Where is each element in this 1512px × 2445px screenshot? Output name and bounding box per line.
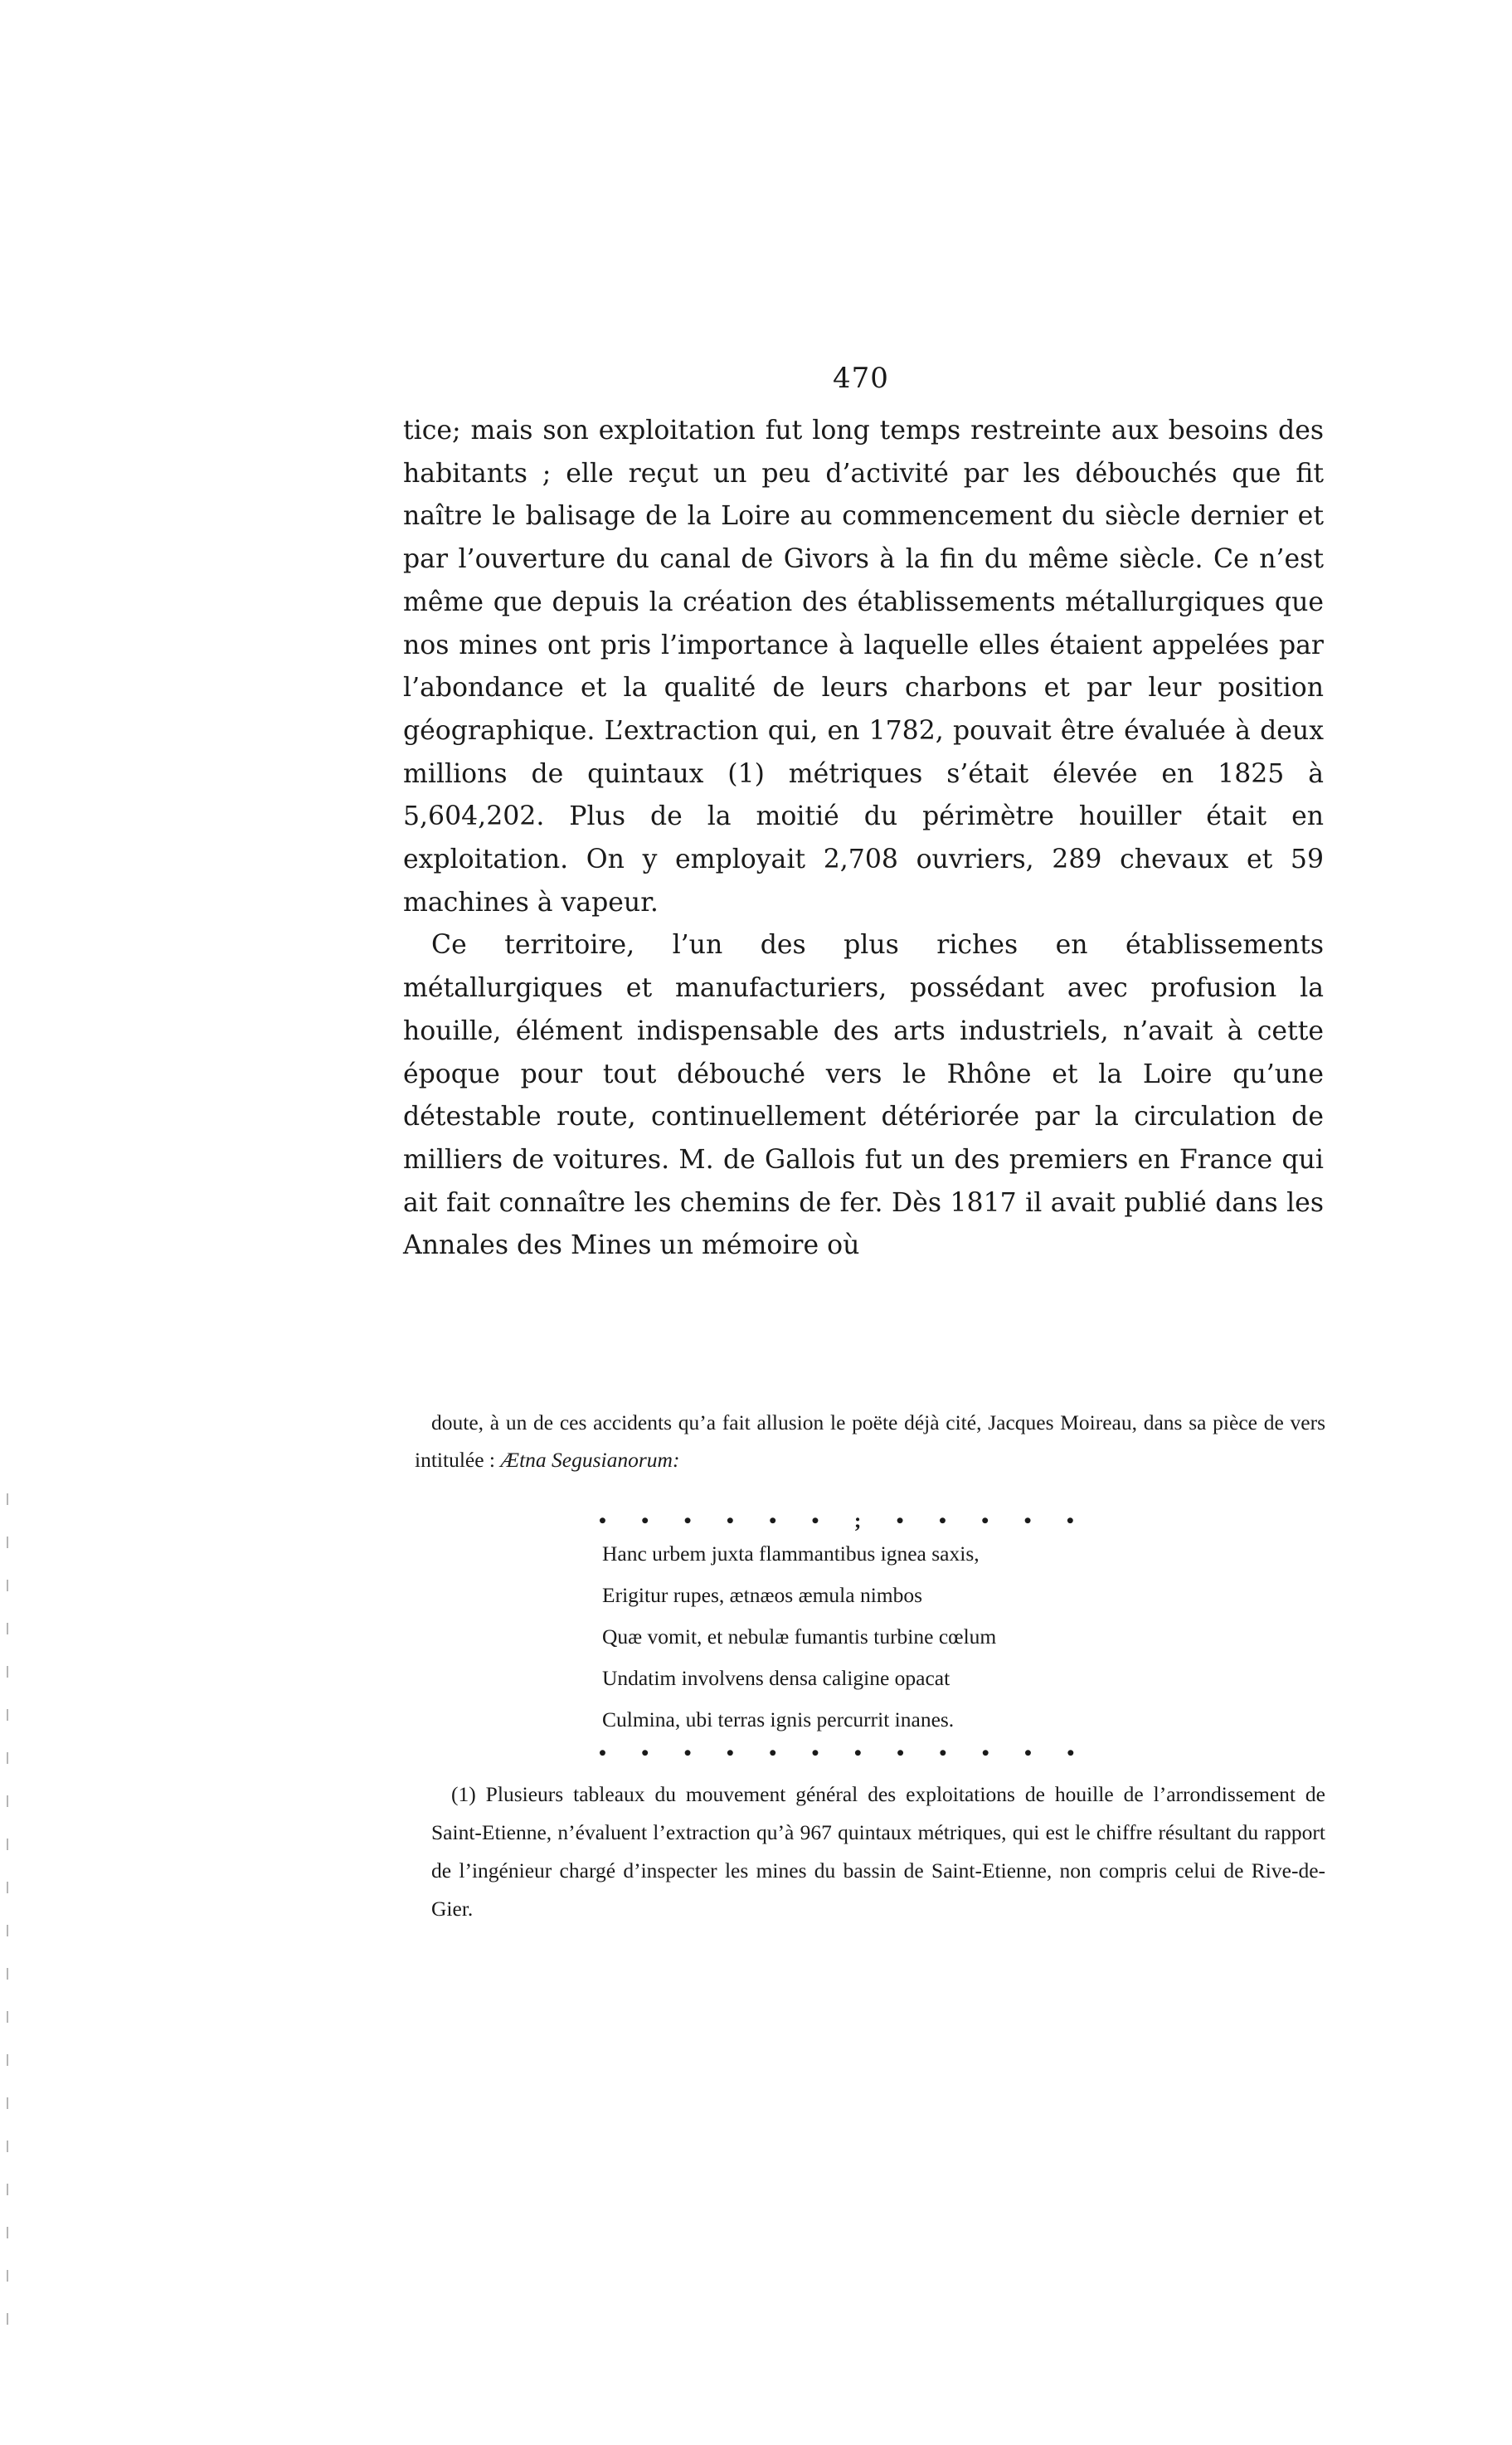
poem-title: Ætna Segusianorum:	[500, 1448, 680, 1472]
margin-mark	[7, 1537, 8, 1548]
margin-mark	[7, 1795, 8, 1807]
margin-mark	[7, 1968, 8, 1980]
margin-mark	[7, 2227, 8, 2238]
page-number: 470	[833, 362, 889, 395]
margin-mark	[7, 1623, 8, 1634]
margin-mark	[7, 1752, 8, 1764]
margin-mark	[7, 2184, 8, 2195]
margin-mark	[7, 1709, 8, 1721]
margin-mark	[7, 1882, 8, 1893]
margin-mark	[7, 1580, 8, 1591]
margin-mark	[7, 2270, 8, 2282]
footnote-continued	[415, 1404, 1325, 1478]
margin-mark	[7, 2141, 8, 2152]
margin-mark	[7, 2054, 8, 2066]
ellipsis-dots-top: • • • • • • ; • • • • •	[599, 1508, 1089, 1532]
scan-edge-noise	[0, 2, 1512, 8]
margin-mark	[7, 1493, 8, 1505]
margin-mark	[7, 1839, 8, 1850]
ellipsis-dots-bottom: • • • • • • • • • • • •	[599, 1741, 1090, 1765]
paragraph-1: tice; mais son exploitation fut long temps restreinte aux besoins des habitants ; elle reçut un peu d’activité par les débouchés que fit naître le balisage de la Loire au commencement du siècle dernier et par l’ouverture du canal de Givors à la fin du même siècle. Ce n’est même que depuis la création des établissements métallurgiques que nos mines ont pris l’importance à laquelle elles étaient appelées par l’abondance et la qualité de leurs charbons et par leur position géographique. L’extraction qui, en 1782, pouvait être évaluée à deux millions de quintaux (1) métriques s’était élevée en 1825 à 5,604,202. Plus de la moitié du périmètre houiller était en exploitation. On y employait 2,708 ouvriers, 289 chevaux et 59 machines à vapeur.	[403, 416, 1324, 918]
main-text	[403, 410, 1324, 1268]
margin-mark	[7, 2097, 8, 2109]
margin-mark	[7, 1925, 8, 1936]
margin-mark	[7, 1666, 8, 1678]
paragraph-2: Ce territoire, l’un des plus riches en établissements métallurgiques et manufacturiers, possédant avec profusion la houille, élément indispensable des arts industriels, n’avait à cette époque pour tout débouché vers le Rhône et la Loire qu’une détestable route, continuellement détériorée par la circulation de milliers de voitures. M. de Gallois fut un des premiers en France qui ait fait connaître les chemins de fer. Dès 1817 il avait publié dans les Annales des Mines un mémoire où	[403, 930, 1324, 1261]
latin-verse	[599, 1508, 1179, 1766]
verse-line-3: Quæ vomit, et nebulæ fumantis turbine cœlum	[602, 1624, 997, 1649]
verse-line-5: Culmina, ubi terras ignis percurrit inanes.	[602, 1707, 955, 1731]
verse-line-4: Undatim involvens densa caligine opacat	[602, 1666, 950, 1690]
verse-line-1: Hanc urbem juxta flammantibus ignea saxis,	[602, 1542, 980, 1566]
scan-margin-marks	[7, 1493, 9, 2406]
footnote-1-text: (1) Plusieurs tableaux du mouvement général des exploitations de houille de l’arrondissement de Saint-Etienne, n’évaluent l’extraction qu’à 967 quintaux métriques, qui est le chiffre résultant du rapport de l’ingénieur chargé d’inspecter les mines du bassin de Saint-Etienne, non compris celui de Rive-de-Gier.	[431, 1782, 1325, 1921]
footnote-1	[431, 1775, 1325, 1928]
margin-mark	[7, 2011, 8, 2023]
footnote-continued-text	[415, 1404, 1325, 1478]
margin-mark	[7, 2313, 8, 2325]
footnote-continued-body: doute, à un de ces accidents qu’a fait allusion le poëte déjà cité, Jacques Moireau, dans sa pièce de vers intitulée :	[415, 1410, 1325, 1472]
verse-line-2: Erigitur rupes, ætnæos æmula nimbos	[602, 1583, 923, 1607]
